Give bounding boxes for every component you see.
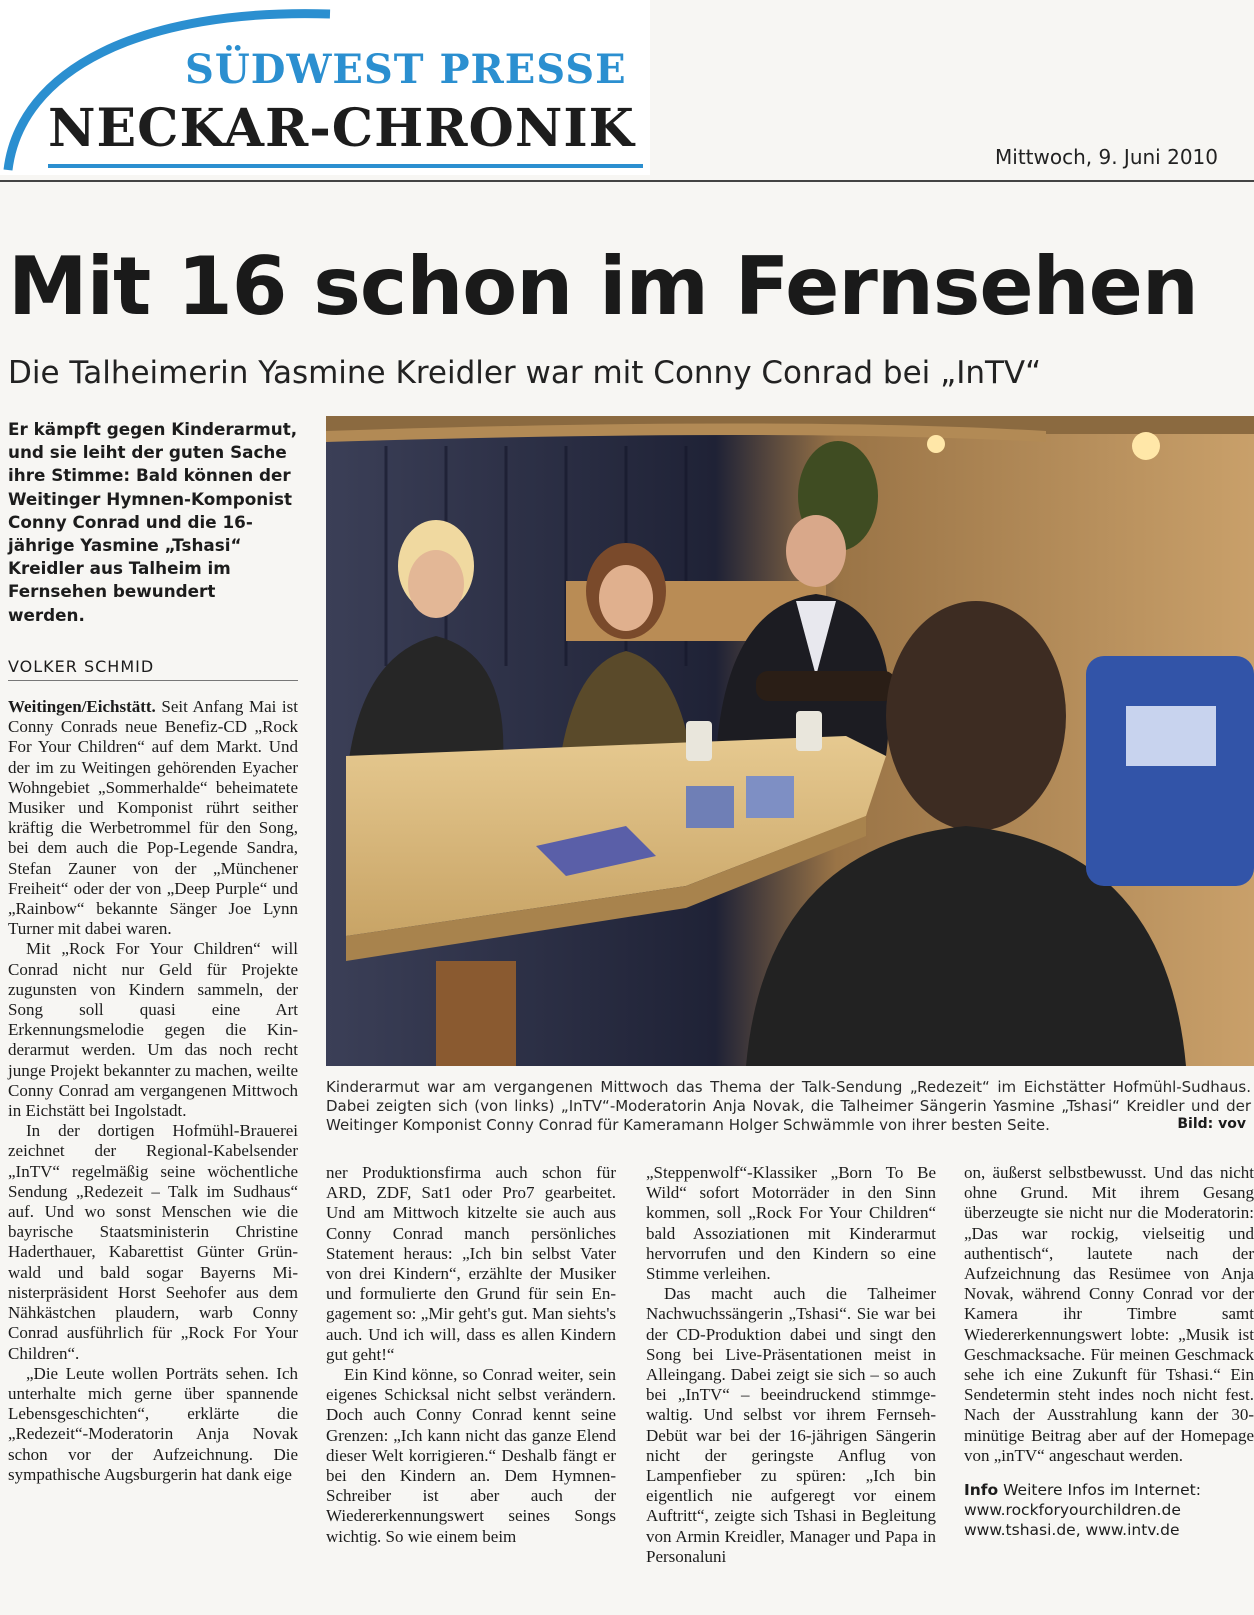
headline: Mit 16 schon im Fernsehen xyxy=(8,240,1198,333)
paragraph xyxy=(8,697,298,939)
intro-text: Er kämpft gegen Kinderarmut, und sie leiht der guten Sache ihre Stimme: Bald können der Weitinger Hymnen-Komponist Conny Conrad und die 16-jährige Yasmine „Tshasi“ Kreidler aus Talheim im Fernsehen bewundert werden. xyxy=(8,419,298,625)
masthead-top: SÜDWEST PRESSE xyxy=(185,46,627,93)
issue-date: Mittwoch, 9. Juni 2010 xyxy=(995,145,1218,169)
info-box xyxy=(964,1480,1254,1540)
text-column-2 xyxy=(326,1163,616,1547)
paragraph: In der dortigen Hofmühl-Brauerei zeichnet der Regional-Kabelsender „InTV“ regelmäßig seine wöchentliche Sendung „Redezeit – Talk im Sudhaus“ auf. Und wo sonst Menschen wie die bayrische Staatsministerin Christine Haderthauer, Kabarettist Günter Grünwald und bald sogar Bayerns Ministerpräsident Horst Seehofer aus dem Nähkästchen plaudern, warb Conny Conrad ausführlich für „Rock For Your Children“. xyxy=(8,1121,298,1363)
article-photo xyxy=(326,416,1254,1066)
photo-credit: Bild: vov xyxy=(1177,1116,1246,1132)
masthead xyxy=(0,0,650,175)
paragraph: ner Produktionsfirma auch schon für ARD, ZDF, Sat1 oder Pro7 gearbeitet. Und am Mittwoch kitzelte sie auch aus Conny Conrad manch persönliches Statement heraus: „Ich bin selbst Vater von drei Kindern“, erzählte der Musiker und formulierte den Grund für sein Engagement so: „Mir geht's gut. Man siehts's auch. Und ich will, dass es allen Kindern gut geht!“ xyxy=(326,1163,616,1364)
byline-rule xyxy=(8,680,298,681)
masthead-rule xyxy=(48,164,643,168)
masthead-title: NECKAR-CHRONIK xyxy=(48,98,635,159)
paragraph: Mit „Rock For Your Children“ will Conrad nicht nur Geld für Projekte zugunsten von Kindern sammeln, der Song soll quasi eine Art Erkennungsmelodie gegen die Kinderarmut werden. Um das noch recht junge Projekt bekannter zu machen, weilte Conny Conrad am vergangenen Mittwoch in Eichstätt bei Ingolstadt. xyxy=(8,939,298,1121)
dateline: Weitingen/Eichstätt. xyxy=(8,697,156,716)
photo-illustration xyxy=(326,416,1254,1066)
paragraph-text: Seit Anfang Mai ist Conny Conrads neue Benefiz-CD „Rock For Your Children“ auf dem Markt. Und der im zu Weitingen gehörenden Eyacher Wohngebiet „Sommerhalde“ beheimatete Musiker und Komponist rührt seither kräftig die Werbetrommel für den Song, bei dem auch die Pop-Legende Sandra, Stefan Zauner von der „Münchener Freiheit“ oder der von „Deep Purple“ und „Rainbow“ bekannte Sänger Joe Lynn Turner mit dabei waren. xyxy=(8,697,298,939)
paragraph: Ein Kind könne, so Conrad weiter, sein eigenes Schicksal nicht selbst verändern. Doch auch Conny Conrad kennt seine Grenzen: „Ich kann nicht das ganze Elend dieser Welt korrigieren.“ Deshalb fängt er bei den Kindern an. Dem Hymnen-Schreiber ist aber auch der Wiedererkennungswert seines Songs wichtig. So wie einem beim xyxy=(326,1365,616,1546)
paragraph: „Steppenwolf“-Klassiker „Born To Be Wild“ sofort Motorräder in den Sinn kommen, soll „Rock For Your Children“ bald Assoziationen mit Kinderarmut hervorrufen und den Kindern so eine Stimme verleihen. xyxy=(646,1163,936,1284)
info-label: Info xyxy=(964,1481,999,1500)
top-divider xyxy=(0,180,1254,182)
paragraph: Das macht auch die Talheimer Nachwuchssängerin „Tshasi“. Sie war bei der CD-Produktion dabei und singt den Song bei Live-Präsentationen meist in Alleingang. Dabei zeigt sie sich – so auch bei „InTV“ – beeindruckend stimmgewaltig. Und selbst vor ihrem Fernseh-Debüt war bei der 16-jährigen Sängerin nicht der geringste Anflug von Lampenfieber zu spüren: „Ich bin eigentlich nie aufgeregt vor einem Auftritt“, zeigte sich Tshasi in Begleitung von Armin Kreidler, Manager und Papa in Personaluni xyxy=(646,1284,936,1566)
text-column-4 xyxy=(964,1163,1254,1540)
text-column-3 xyxy=(646,1163,936,1567)
info-link-1[interactable]: www.rockforyourchildren.de xyxy=(964,1501,1181,1520)
author-byline: VOLKER SCHMID xyxy=(8,657,155,676)
subheadline: Die Talheimerin Yasmine Kreidler war mit Conny Conrad bei „InTV“ xyxy=(8,355,1042,391)
info-link-2[interactable]: www.tshasi.de, www.intv.de xyxy=(964,1521,1180,1540)
info-lead: Weitere Infos im Internet: xyxy=(1003,1481,1201,1500)
photo-caption: Kinderarmut war am vergangenen Mittwoch das Thema der Talk-Sendung „Redezeit“ im Eichstätter Hofmühl-Sudhaus. Dabei zeigten sich (von links) „InTV“-Moderatorin Anja Novak, die Talheimer Sängerin Yasmine „Tshasi“ Kreidler und der Weitinger Komponist Conny Conrad für Kameramann Holger Schwämmle von ihrer besten Seite. xyxy=(326,1078,1251,1134)
text-column-1 xyxy=(8,697,298,1485)
paragraph: „Die Leute wollen Porträts sehen. Ich unterhalte mich gerne über spannende Lebensgeschichten“, erklärte die „Redezeit“-Moderatorin Anja Novak schon vor der Aufzeichnung. Die sympathische Augsburgerin hat dank eige xyxy=(8,1363,298,1484)
paragraph: on, äußerst selbstbewusst. Und das nicht ohne Grund. Mit ihrem Gesang überzeugte sie nicht nur die Moderatorin: „Das war rockig, vielseitig und authentisch“, lautete nach der Aufzeichnung das Resümee von Anja Novak, während Conny Conrad vor der Kamera ihr Timbre samt Wiedererkennungswert lobte: „Musik ist Geschmacksache. Für meinen Geschmack sehe ich eine Zukunft für Tshasi.“ Ein Sendetermin steht indes noch nicht fest. Nach der Ausstrahlung kann der 30-minütige Beitrag aber auf der Homepage von „inTV“ angeschaut werden. xyxy=(964,1163,1254,1465)
